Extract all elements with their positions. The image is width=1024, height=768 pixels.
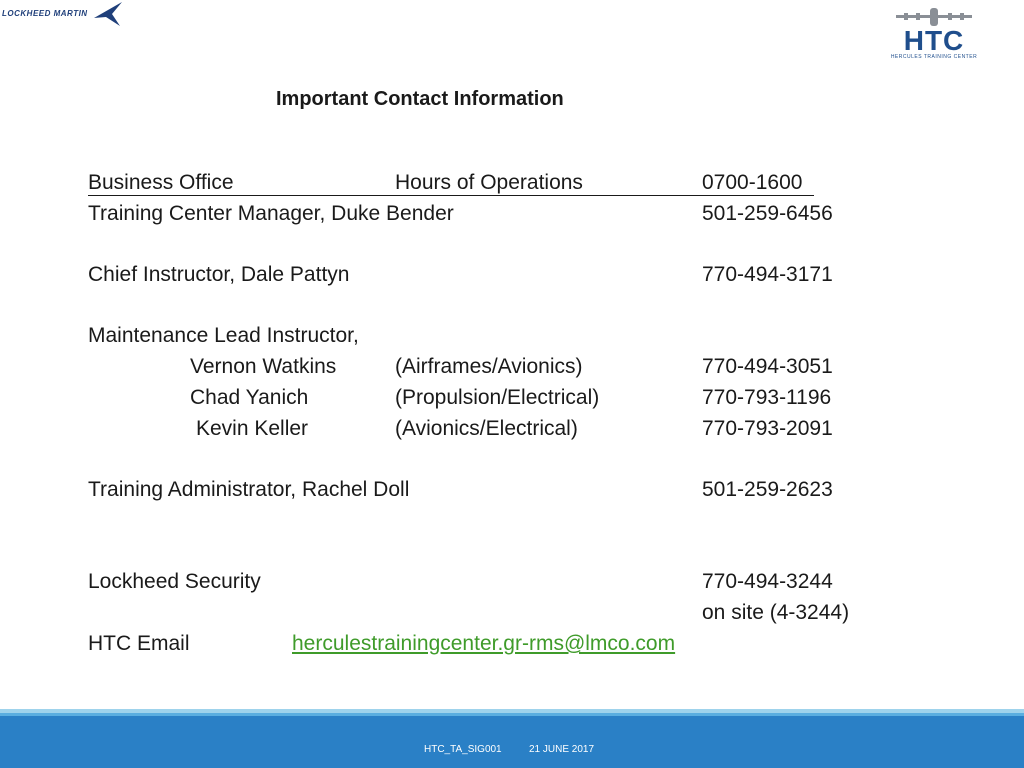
business-office-label: Business Office — [88, 171, 234, 194]
hours-label: Hours of Operations — [395, 171, 583, 194]
email-label: HTC Email — [88, 632, 190, 655]
hours-value: 0700-1600 — [702, 171, 803, 194]
maintenance-phone: 770-793-2091 — [702, 417, 833, 440]
security-phone: 770-494-3244 — [702, 570, 833, 593]
email-link[interactable]: herculestrainingcenter.gr-rms@lmco.com — [292, 632, 676, 655]
security-onsite: on site (4-3244) — [702, 601, 850, 624]
maintenance-label: Maintenance Lead Instructor, — [88, 324, 359, 347]
page-title: Important Contact Information — [276, 88, 564, 110]
maintenance-name: Kevin Keller — [196, 417, 309, 440]
footer-doc-id: HTC_TA_SIG001 — [424, 744, 502, 755]
chief-phone: 770-494-3171 — [702, 263, 833, 286]
footer-date: 21 JUNE 2017 — [529, 744, 595, 755]
maintenance-phone: 770-793-1196 — [702, 386, 832, 409]
admin-phone: 501-259-2623 — [702, 478, 833, 501]
maintenance-specialty: (Propulsion/Electrical) — [395, 386, 600, 409]
lockheed-martin-logo — [0, 0, 130, 32]
htc-logo-subtext: HERCULES TRAINING CENTER — [890, 54, 978, 60]
security-label: Lockheed Security — [88, 570, 261, 593]
admin-label: Training Administrator, Rachel Doll — [88, 478, 410, 501]
maintenance-specialty: (Airframes/Avionics) — [395, 355, 583, 378]
header-underline — [88, 195, 814, 196]
maintenance-name: Chad Yanich — [190, 386, 309, 409]
maintenance-name: Vernon Watkins — [190, 355, 337, 378]
manager-label: Training Center Manager, Duke Bender — [88, 202, 454, 225]
star-icon — [92, 0, 124, 28]
lockheed-martin-logo-text: LOCKHEED MARTIN — [2, 9, 88, 18]
maintenance-phone: 770-494-3051 — [702, 355, 833, 378]
htc-logo — [888, 6, 980, 62]
htc-logo-text: HTC — [903, 25, 965, 56]
manager-phone: 501-259-6456 — [702, 202, 833, 225]
maintenance-specialty: (Avionics/Electrical) — [395, 417, 578, 440]
footer-bar — [0, 716, 1024, 768]
chief-label: Chief Instructor, Dale Pattyn — [88, 263, 350, 286]
